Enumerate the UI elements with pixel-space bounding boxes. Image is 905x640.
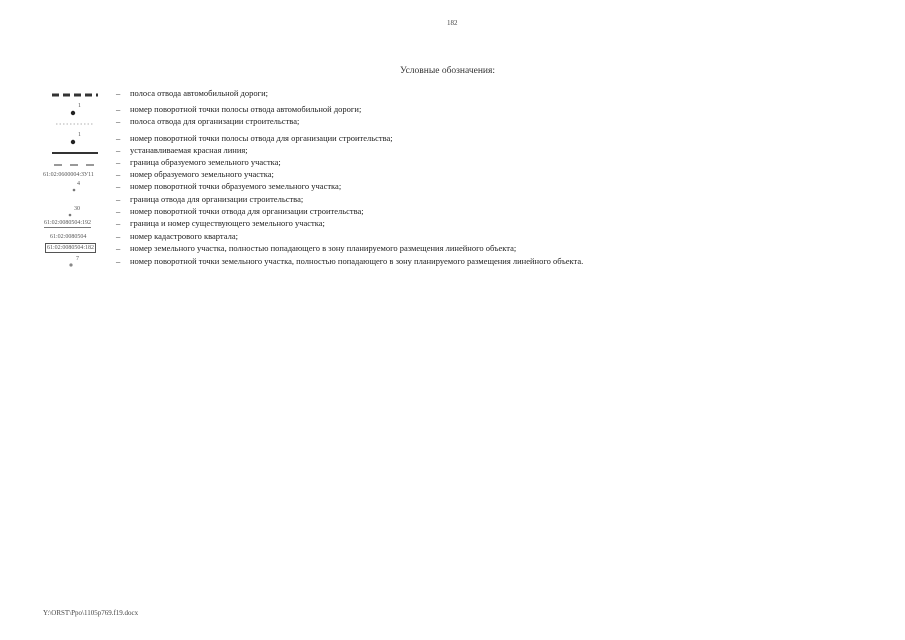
solid-red-line-icon bbox=[38, 145, 110, 156]
legend-row: 61:02:0080504 – номер кадастрового квартала; bbox=[0, 231, 905, 242]
legend-row: 1 – номер поворотной точки полосы отвода для организации строительства; bbox=[0, 133, 905, 144]
legend-row: – граница образуемого земельного участка; bbox=[0, 157, 905, 168]
legend-text: номер кадастрового квартала; bbox=[130, 231, 238, 241]
legend-row: – граница отвода для организации строительства; bbox=[0, 194, 905, 205]
legend-text: номер поворотной точки отвода для организации строительства; bbox=[130, 206, 364, 216]
boxed-number-icon: 61:02:0080504:182 bbox=[47, 245, 95, 251]
legend-row: 61:02:0600004:ЗУ11 – номер образуемого земельного участка; bbox=[0, 169, 905, 180]
quarter-number-text-icon: 61:02:0080504 bbox=[50, 234, 87, 240]
small-point-icon: 7 bbox=[38, 256, 110, 267]
legend-row: 30 – номер поворотной точки отвода для организации строительства; bbox=[0, 206, 905, 217]
legend-text: граница образуемого земельного участка; bbox=[130, 157, 281, 167]
point-number-icon: 1 bbox=[38, 104, 110, 115]
legend-row: 7 – номер поворотной точки земельного участка, полностью попадающего в зону планируемого размещения линейного объекта. bbox=[0, 256, 905, 267]
small-point-icon: 4 bbox=[38, 181, 110, 192]
footer-file-path: Y:\ORST\Ppo\1105p769.f19.docx bbox=[43, 609, 139, 617]
legend-title: Условные обозначения: bbox=[400, 66, 496, 76]
dashed-bold-line-icon bbox=[38, 88, 110, 99]
legend-text: номер поворотной точки полосы отвода автомобильной дороги; bbox=[130, 104, 362, 114]
legend-text: номер поворотной точки полосы отвода для организации строительства; bbox=[130, 133, 393, 143]
legend-row: – устанавливаемая красная линия; bbox=[0, 145, 905, 156]
legend-text: граница отвода для организации строительства; bbox=[130, 194, 304, 204]
legend-row: 4 – номер поворотной точки образуемого земельного участка; bbox=[0, 181, 905, 192]
legend-text: полоса отвода автомобильной дороги; bbox=[130, 88, 269, 98]
legend-text: устанавливаемая красная линия; bbox=[130, 145, 248, 155]
legend-text: номер поворотной точки земельного участка, полностью попадающего в зону планируемого размещения линейного объекта. bbox=[130, 256, 584, 266]
parcel-number-text-icon: 61:02:0600004:ЗУ11 bbox=[43, 172, 94, 178]
legend-text: номер поворотной точки образуемого земельного участка; bbox=[130, 181, 342, 191]
legend-text: номер образуемого земельного участка; bbox=[130, 169, 274, 179]
underlined-number-icon: 61:02:0080504:192 bbox=[44, 220, 92, 226]
legend-row: – полоса отвода для организации строительства; bbox=[0, 116, 905, 127]
long-dash-line-icon bbox=[38, 157, 110, 168]
legend-row: 61:02:0080504:182 – номер земельного участка, полностью попадающего в зону планируемого размещения линейного объекта; bbox=[0, 243, 905, 254]
legend-row: 61:02:0080504:192 – граница и номер существующего земельного участка; bbox=[0, 218, 905, 229]
legend-row: – полоса отвода автомобильной дороги; bbox=[0, 88, 905, 99]
legend-row: 1 – номер поворотной точки полосы отвода автомобильной дороги; bbox=[0, 104, 905, 115]
legend-text: полоса отвода для организации строительства; bbox=[130, 116, 300, 126]
small-point-icon: 30 bbox=[38, 206, 110, 217]
legend-text: граница и номер существующего земельного участка; bbox=[130, 218, 325, 228]
page-number: 182 bbox=[447, 19, 458, 27]
legend-text: номер земельного участка, полностью попадающего в зону планируемого размещения линейного объекта; bbox=[130, 243, 517, 253]
thin-dotted-line-icon bbox=[38, 116, 110, 127]
blank-icon bbox=[38, 194, 110, 205]
point-number-icon: 1 bbox=[38, 133, 110, 144]
